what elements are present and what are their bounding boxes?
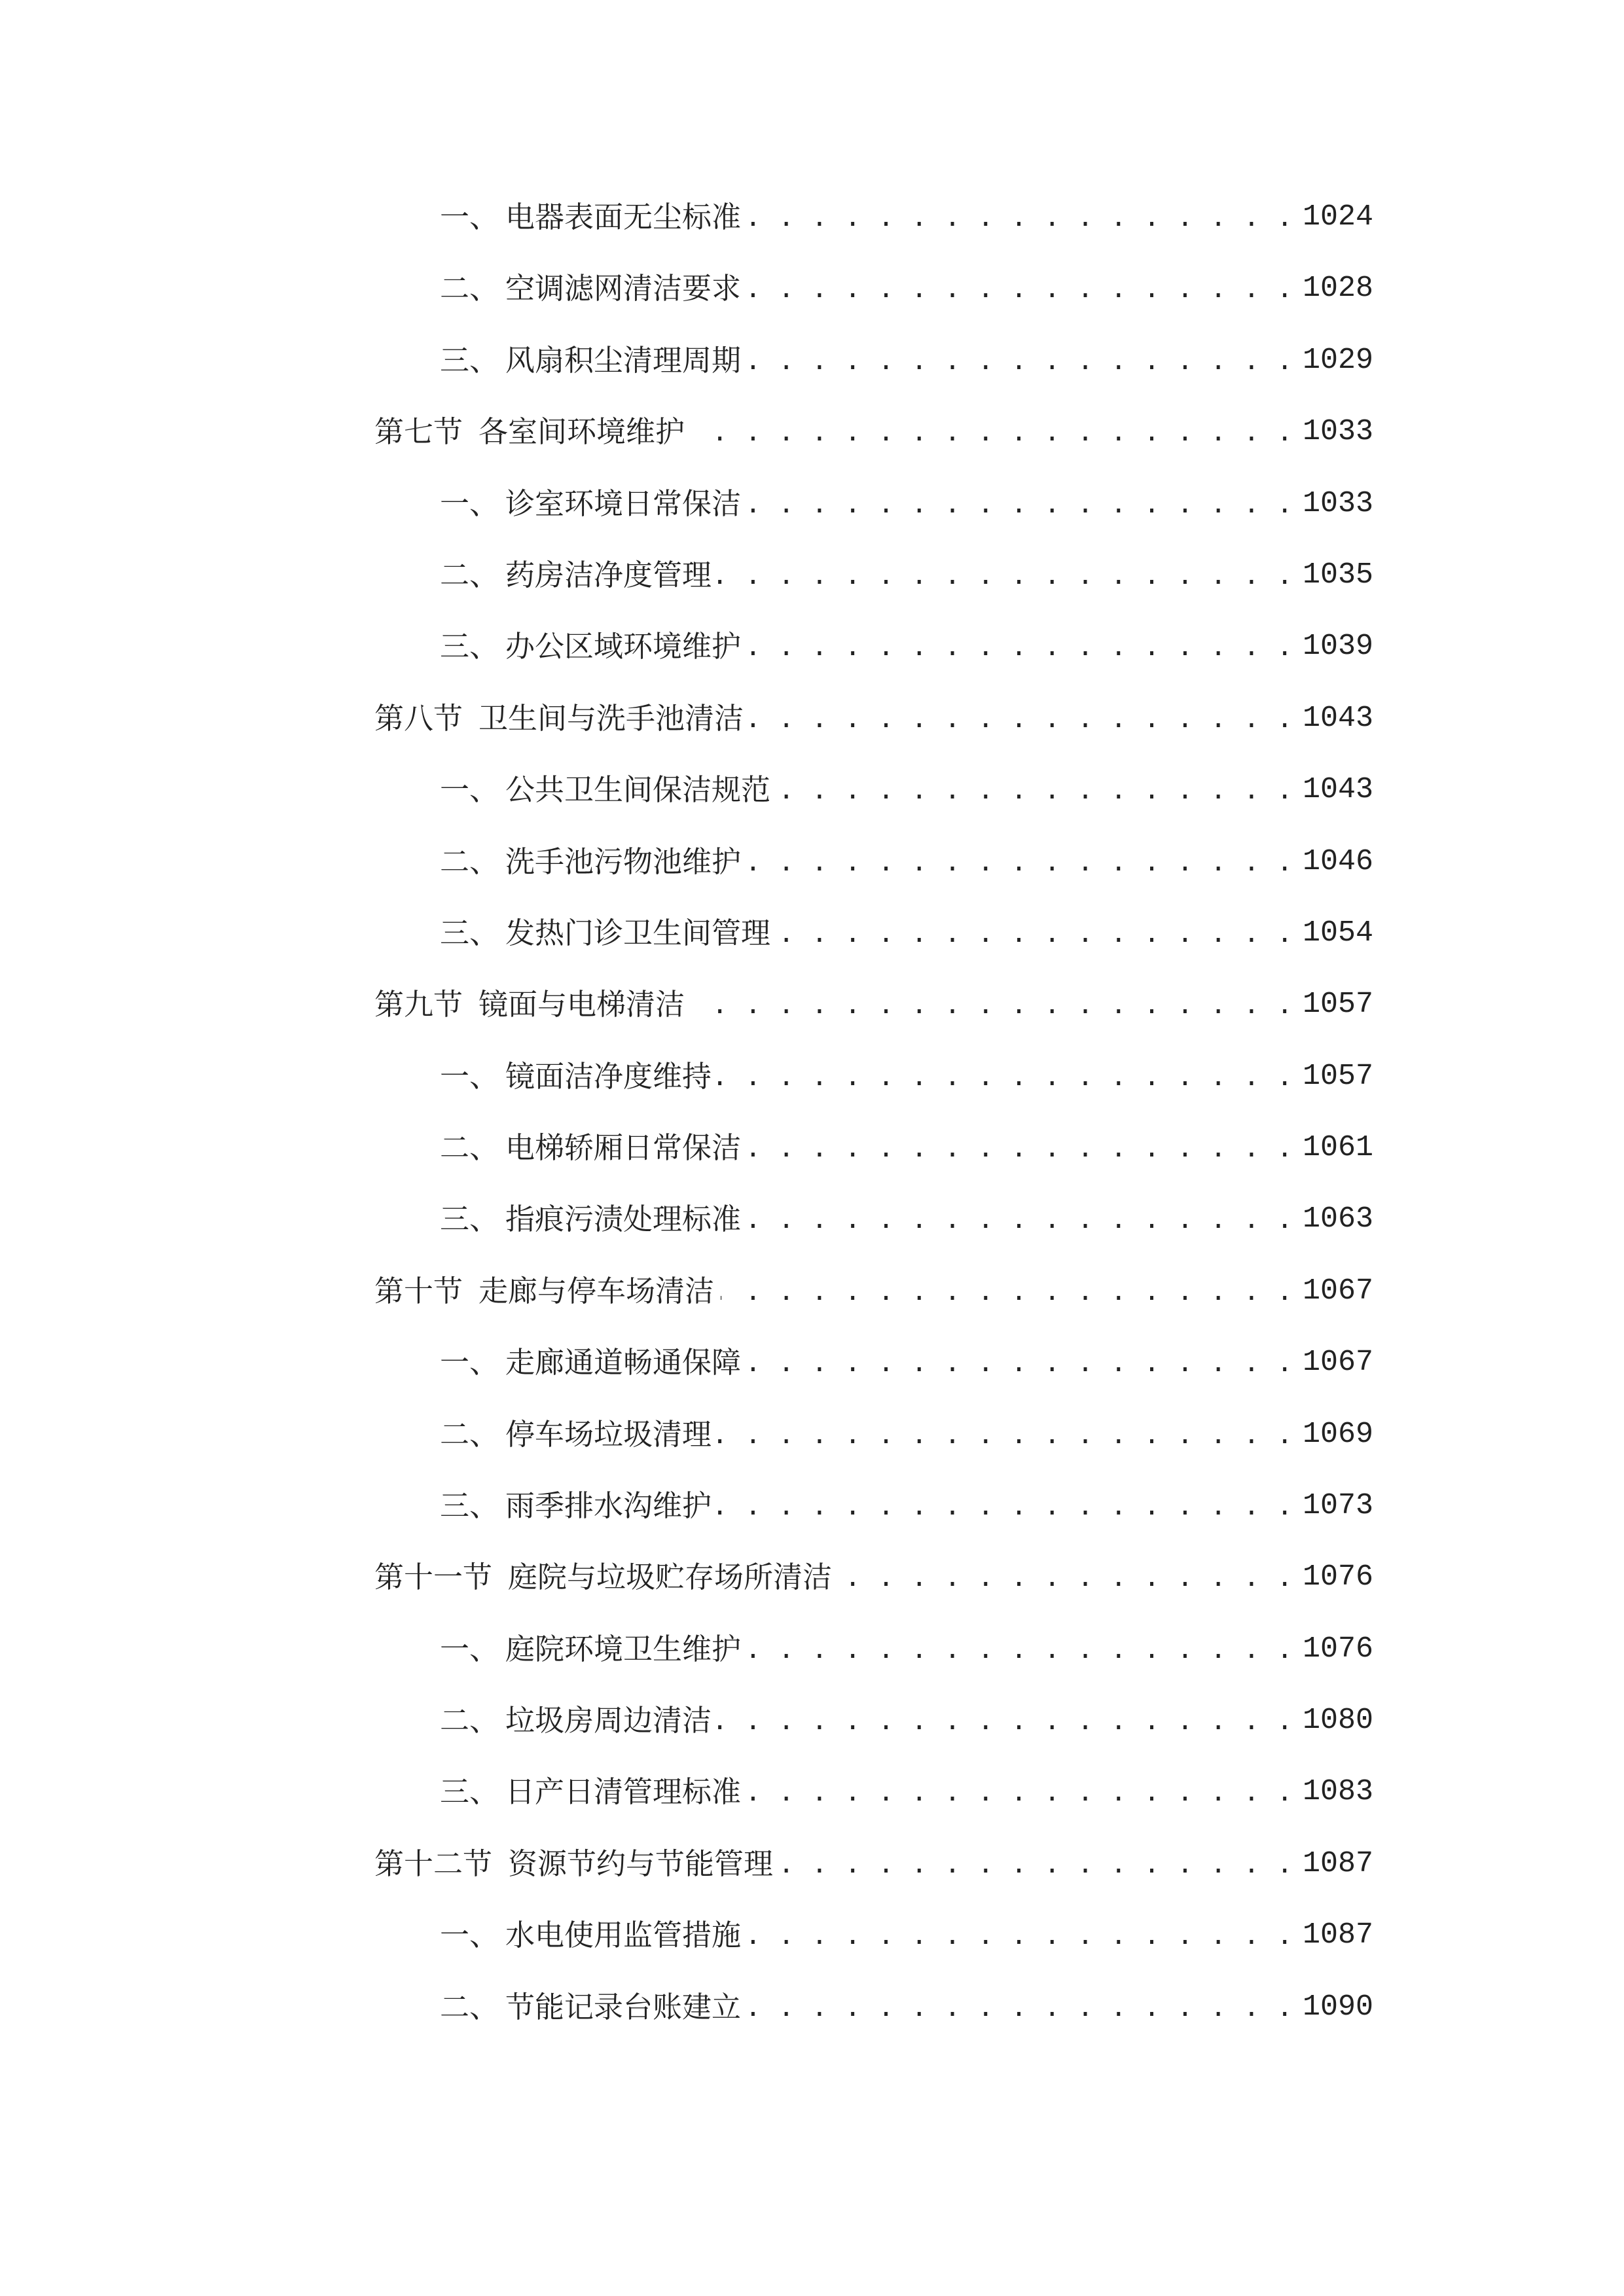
dot-leader [748, 1766, 1293, 1818]
toc-entry-page: 1028 [1303, 272, 1374, 305]
toc-entry-page: 1067 [1303, 1274, 1374, 1308]
toc-entry-title: 空调滤网清洁要求 [505, 271, 742, 306]
toc-entry[interactable] [374, 1193, 1374, 1246]
dot-leader [748, 1623, 1293, 1676]
toc-entry[interactable] [374, 262, 1374, 315]
toc-entry-page: 1039 [1303, 630, 1374, 663]
toc-section-entry[interactable] [374, 1838, 1374, 1890]
toc-entry[interactable] [374, 478, 1374, 530]
toc-entry-title: 电器表面无尘标准 [505, 200, 742, 234]
dot-leader [748, 620, 1293, 673]
toc-section-title: 庭院与垃圾贮存场所清洁 [508, 1560, 833, 1594]
toc-entry[interactable] [374, 1122, 1374, 1174]
toc-entry-page: 1024 [1303, 200, 1374, 234]
toc-entry-number: 三、 [440, 916, 499, 950]
toc-entry-title: 办公区域环境维护 [505, 629, 742, 664]
toc-entry-number: 二、 [440, 1130, 499, 1165]
toc-entry-number: 三、 [440, 1774, 499, 1809]
toc-entry-number: 一、 [440, 200, 499, 234]
dot-leader [718, 1408, 1293, 1461]
toc-entry-page: 1090 [1303, 1990, 1374, 2024]
toc-entry[interactable] [374, 191, 1374, 243]
dot-leader [748, 836, 1293, 888]
toc-section-number: 第十一节 [374, 1560, 493, 1594]
toc-entry-page: 1069 [1303, 1418, 1374, 1451]
dot-leader [691, 978, 1293, 1031]
dot-leader [748, 1336, 1293, 1389]
toc-section-entry[interactable] [374, 978, 1374, 1031]
toc-section-title: 卫生间与洗手池清洁 [478, 701, 744, 736]
toc-entry[interactable] [374, 1480, 1374, 1532]
toc-entry[interactable] [374, 1408, 1374, 1461]
dot-leader [777, 764, 1293, 816]
toc-entry-page: 1067 [1303, 1346, 1374, 1379]
toc-section-entry[interactable] [374, 1551, 1374, 1604]
toc-entry-title: 指痕污渍处理标准 [505, 1202, 742, 1236]
toc-entry-page: 1076 [1303, 1560, 1374, 1594]
toc-entry[interactable] [374, 334, 1374, 387]
toc-entry-page: 1057 [1303, 988, 1374, 1021]
toc-entry-page: 1033 [1303, 415, 1374, 448]
dot-leader [839, 1551, 1293, 1604]
dot-leader [718, 1050, 1293, 1103]
dot-leader [748, 191, 1293, 243]
toc-entry-number: 二、 [440, 844, 499, 879]
dot-leader [748, 262, 1293, 315]
dot-leader [748, 1981, 1293, 2034]
toc-entry[interactable] [374, 1766, 1374, 1818]
toc-entry[interactable] [374, 1695, 1374, 1747]
toc-entry-number: 三、 [440, 1202, 499, 1236]
toc-section-title: 各室间环境维护 [478, 414, 685, 449]
toc-entry-title: 走廊通道畅通保障 [505, 1345, 742, 1380]
dot-leader [748, 1909, 1293, 1962]
toc-entry[interactable] [374, 1981, 1374, 2034]
toc-entry-title: 发热门诊卫生间管理 [505, 916, 771, 950]
toc-section-entry[interactable] [374, 1265, 1374, 1318]
toc-entry-title: 水电使用监管措施 [505, 1918, 742, 1952]
toc-section-number: 第十二节 [374, 1846, 493, 1881]
toc-entry-page: 1087 [1303, 1918, 1374, 1952]
toc-entry-page: 1043 [1303, 702, 1374, 735]
toc-entry[interactable] [374, 836, 1374, 888]
toc-entry-title: 垃圾房周边清洁 [505, 1703, 712, 1738]
toc-entry-title: 日产日清管理标准 [505, 1774, 742, 1809]
toc-entry-page: 1029 [1303, 344, 1374, 377]
toc-entry[interactable] [374, 620, 1374, 673]
toc-entry-number: 三、 [440, 343, 499, 378]
toc-entry-number: 一、 [440, 1059, 499, 1094]
toc-entry-title: 公共卫生间保洁规范 [505, 772, 771, 807]
toc-entry-title: 庭院环境卫生维护 [505, 1632, 742, 1666]
toc-entry-number: 三、 [440, 629, 499, 664]
toc-entry-title: 停车场垃圾清理 [505, 1417, 712, 1452]
toc-entry-number: 二、 [440, 271, 499, 306]
toc-entry-number: 三、 [440, 1488, 499, 1523]
dot-leader [750, 692, 1293, 745]
toc-section-title: 镜面与电梯清洁 [478, 987, 685, 1022]
toc-entry-number: 一、 [440, 486, 499, 521]
toc-entry-number: 二、 [440, 1417, 499, 1452]
toc-entry-page: 1035 [1303, 558, 1374, 592]
toc-section-number: 第七节 [374, 414, 463, 449]
toc-entry[interactable] [374, 1623, 1374, 1676]
toc-entry-page: 1043 [1303, 773, 1374, 806]
toc-section-entry[interactable] [374, 406, 1374, 458]
toc-entry-page: 1073 [1303, 1489, 1374, 1522]
dot-leader [718, 1695, 1293, 1747]
dot-leader [718, 1480, 1293, 1532]
dot-leader [721, 1265, 1293, 1318]
dot-leader [748, 1122, 1293, 1174]
toc-entry-title: 镜面洁净度维持 [505, 1059, 712, 1094]
dot-leader [718, 549, 1293, 601]
toc-entry[interactable] [374, 764, 1374, 816]
toc-entry[interactable] [374, 907, 1374, 960]
toc-section-number: 第十节 [374, 1274, 463, 1308]
toc-entry-number: 一、 [440, 1918, 499, 1952]
dot-leader [748, 478, 1293, 530]
toc-section-entry[interactable] [374, 692, 1374, 745]
toc-entry[interactable] [374, 549, 1374, 601]
dot-leader [748, 1193, 1293, 1246]
toc-entry-title: 风扇积尘清理周期 [505, 343, 742, 378]
toc-entry-page: 1080 [1303, 1704, 1374, 1737]
toc-entry-page: 1076 [1303, 1632, 1374, 1666]
toc-section-title: 资源节约与节能管理 [508, 1846, 774, 1881]
toc-entry-page: 1063 [1303, 1202, 1374, 1236]
toc-entry-number: 一、 [440, 772, 499, 807]
toc-entry-page: 1057 [1303, 1060, 1374, 1093]
dot-leader [748, 334, 1293, 387]
dot-leader [777, 907, 1293, 960]
toc-entry-title: 节能记录台账建立 [505, 1990, 742, 2024]
toc-section-number: 第八节 [374, 701, 463, 736]
toc-entry-page: 1087 [1303, 1847, 1374, 1880]
toc-entry-title: 电梯轿厢日常保洁 [505, 1130, 742, 1165]
toc-entry[interactable] [374, 1050, 1374, 1103]
toc-entry-number: 二、 [440, 1990, 499, 2024]
toc-entry-page: 1054 [1303, 916, 1374, 950]
toc-entry-page: 1083 [1303, 1775, 1374, 1808]
dot-leader [691, 406, 1293, 458]
toc-entry-number: 一、 [440, 1345, 499, 1380]
toc-entry-page: 1033 [1303, 487, 1374, 520]
toc-entry[interactable] [374, 1336, 1374, 1389]
toc-entry-number: 二、 [440, 558, 499, 592]
toc-entry-number: 一、 [440, 1632, 499, 1666]
toc-section-number: 第九节 [374, 987, 463, 1022]
toc-entry-page: 1046 [1303, 845, 1374, 878]
toc-entry-title: 洗手池污物池维护 [505, 844, 742, 879]
toc-entry[interactable] [374, 1909, 1374, 1962]
toc-entry-title: 诊室环境日常保洁 [505, 486, 742, 521]
toc-entry-title: 药房洁净度管理 [505, 558, 712, 592]
toc-entry-page: 1061 [1303, 1131, 1374, 1164]
toc-section-title: 走廊与停车场清洁 [478, 1274, 715, 1308]
toc-entry-number: 二、 [440, 1703, 499, 1738]
toc-entry-title: 雨季排水沟维护 [505, 1488, 712, 1523]
dot-leader [780, 1838, 1293, 1890]
